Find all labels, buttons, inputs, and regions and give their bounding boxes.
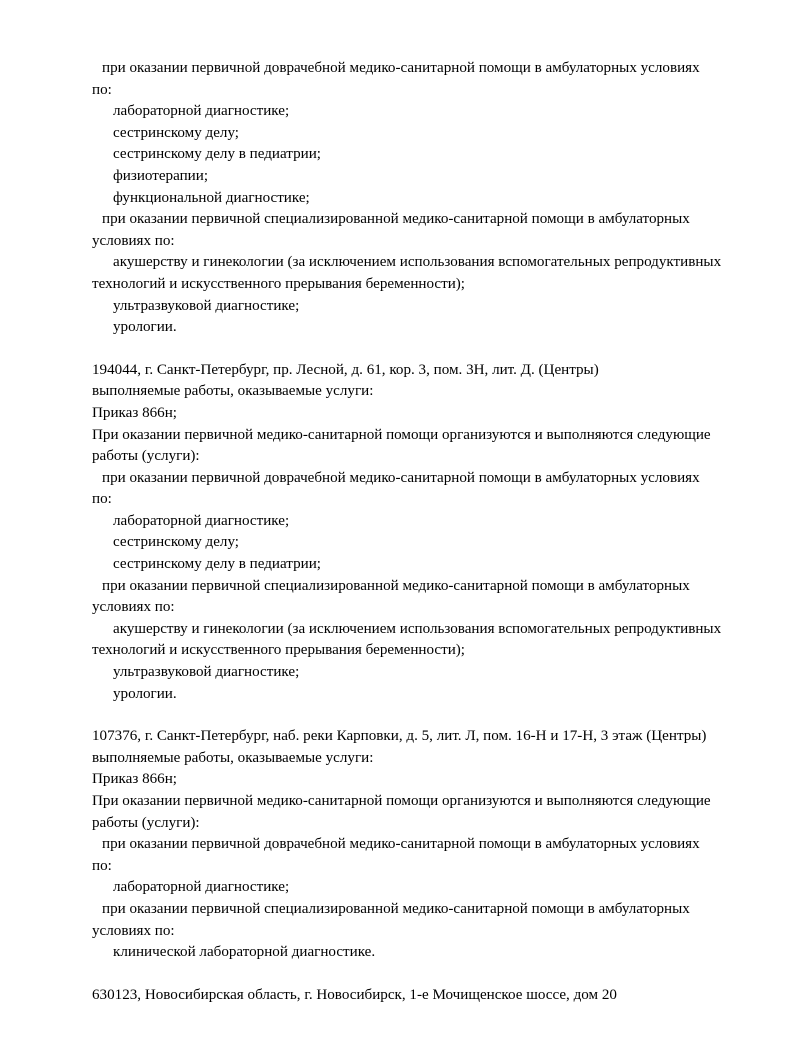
text-line: условиях по: <box>92 599 175 616</box>
text-line: клинической лабораторной диагностике. <box>113 944 376 961</box>
text-block <box>92 726 731 964</box>
text-line: при оказании первичной специализированной медико-санитарной помощи в амбулаторных <box>102 900 690 917</box>
text-line: урологии. <box>113 319 177 336</box>
paragraph-spacer <box>92 964 731 985</box>
text-line: условиях по: <box>92 232 175 249</box>
text-line: 194044, г. Санкт-Петербург, пр. Лесной, д. 61, кор. 3, пом. 3Н, лит. Д. (Центры) <box>92 361 599 378</box>
text-line: ультразвуковой диагностике; <box>113 664 300 681</box>
text-line: 630123, Новосибирская область, г. Новосибирск, 1-е Мочищенское шоссе, дом 20 <box>92 986 617 1003</box>
text-line: работы (услуги): <box>92 814 200 831</box>
text-line: при оказании первичной доврачебной медико-санитарной помощи в амбулаторных условиях <box>102 60 700 76</box>
text-line: физиотерапии; <box>113 167 209 184</box>
text-line: лабораторной диагностике; <box>113 512 290 529</box>
text-line: Приказ 866н; <box>92 404 177 421</box>
text-block <box>92 58 731 339</box>
text-line: по: <box>92 491 112 508</box>
text-line: сестринскому делу в педиатрии; <box>113 556 321 573</box>
text-line: функциональной диагностике; <box>113 189 310 206</box>
text-line: урологии. <box>113 685 177 702</box>
text-line: сестринскому делу; <box>113 124 239 141</box>
text-line: акушерству и гинекологии (за исключением использования вспомогательных репродуктивных <box>113 254 722 271</box>
paragraph-spacer <box>92 339 731 360</box>
text-line: 107376, г. Санкт-Петербург, наб. реки Карповки, д. 5, лит. Л, пом. 16-Н и 17-Н, 3 этаж (Центры) <box>92 728 707 745</box>
text-block <box>92 360 731 706</box>
paragraph-spacer <box>92 705 731 726</box>
text-line: лабораторной диагностике; <box>113 879 290 896</box>
text-line: ультразвуковой диагностике; <box>113 297 300 314</box>
text-line: При оказании первичной медико-санитарной помощи организуются и выполняются следующие <box>92 426 711 443</box>
text-line: при оказании первичной доврачебной медико-санитарной помощи в амбулаторных условиях <box>102 836 700 853</box>
text-line: Приказ 866н; <box>92 771 177 788</box>
text-line: при оказании первичной специализированной медико-санитарной помощи в амбулаторных <box>102 211 690 228</box>
text-line: технологий и искусственного прерывания беременности); <box>92 642 465 659</box>
text-line: акушерству и гинекологии (за исключением использования вспомогательных репродуктивных <box>113 620 722 637</box>
text-line: условиях по: <box>92 922 175 939</box>
text-line: технологий и искусственного прерывания беременности); <box>92 275 465 292</box>
text-line: выполняемые работы, оказываемые услуги: <box>92 383 374 400</box>
document-body <box>92 58 731 1006</box>
text-line: При оказании первичной медико-санитарной помощи организуются и выполняются следующие <box>92 793 711 809</box>
text-line: при оказании первичной специализированной медико-санитарной помощи в амбулаторных <box>102 577 690 594</box>
text-line: по: <box>92 81 112 98</box>
text-line: лабораторной диагностике; <box>113 103 290 120</box>
text-line: сестринскому делу в педиатрии; <box>113 146 321 163</box>
text-line: выполняемые работы, оказываемые услуги: <box>92 749 374 766</box>
text-line: сестринскому делу; <box>113 534 239 551</box>
text-line: работы (услуги): <box>92 448 200 465</box>
text-line: при оказании первичной доврачебной медико-санитарной помощи в амбулаторных условиях <box>102 469 700 486</box>
text-line: по: <box>92 857 112 874</box>
text-block <box>92 985 731 1007</box>
